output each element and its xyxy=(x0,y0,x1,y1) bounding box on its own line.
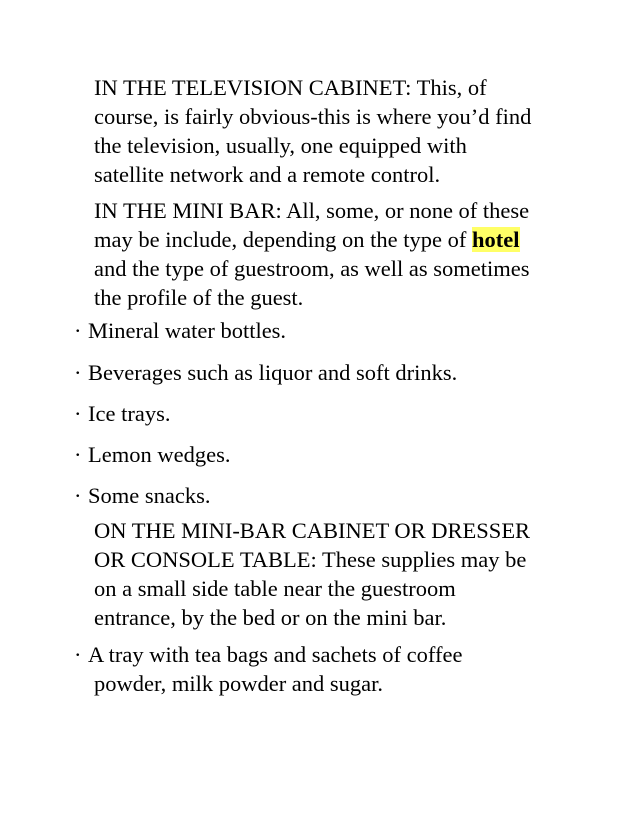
list-item-text: Lemon wedges. xyxy=(88,442,231,467)
mini-bar-line: IN THE MINI BAR: All, some, or none of these xyxy=(94,198,530,223)
bullet-marker: · xyxy=(74,483,82,508)
tv-cabinet-line: satellite network and a remote control. xyxy=(94,162,441,187)
console-table-line: ON THE MINI-BAR CABINET OR DRESSER xyxy=(94,518,531,543)
list-item xyxy=(74,399,170,428)
mini-bar-line xyxy=(94,225,564,254)
list-item-text: Ice trays. xyxy=(88,401,171,426)
bullet-marker: · xyxy=(74,401,82,426)
list-item xyxy=(74,481,211,510)
list-item-text: Beverages such as liquor and soft drinks. xyxy=(88,360,458,385)
list-item-text: Some snacks. xyxy=(88,483,211,508)
tv-cabinet-line: IN THE TELEVISION CABINET: This, of xyxy=(94,75,487,100)
mini-bar-line: the profile of the guest. xyxy=(94,285,304,310)
tv-cabinet-paragraph xyxy=(94,73,564,189)
bullet-marker: · xyxy=(74,360,82,385)
list-item xyxy=(74,640,462,698)
list-item-text: A tray with tea bags and sachets of coffee xyxy=(88,642,463,667)
list-item xyxy=(74,440,230,469)
mini-bar-paragraph xyxy=(94,196,564,312)
mini-bar-line-text: may be include, depending on the type of xyxy=(94,227,473,252)
bullet-marker: · xyxy=(74,318,82,343)
tv-cabinet-line: the television, usually, one equipped with xyxy=(94,133,467,158)
bullet-marker: · xyxy=(74,642,82,667)
bullet-marker: · xyxy=(74,442,82,467)
console-table-line: OR CONSOLE TABLE: These supplies may be xyxy=(94,547,527,572)
highlighted-word: hotel xyxy=(472,227,520,252)
list-item-text: powder, milk powder and sugar. xyxy=(94,671,384,696)
console-table-paragraph xyxy=(94,516,564,632)
list-item xyxy=(74,358,457,387)
list-item xyxy=(74,316,286,345)
mini-bar-line: and the type of guestroom, as well as sometimes xyxy=(94,256,530,281)
console-table-line: on a small side table near the guestroom xyxy=(94,576,456,601)
console-table-line: entrance, by the bed or on the mini bar. xyxy=(94,605,447,630)
tv-cabinet-line: course, is fairly obvious-this is where you’d find xyxy=(94,104,532,129)
list-item-text: Mineral water bottles. xyxy=(88,318,287,343)
